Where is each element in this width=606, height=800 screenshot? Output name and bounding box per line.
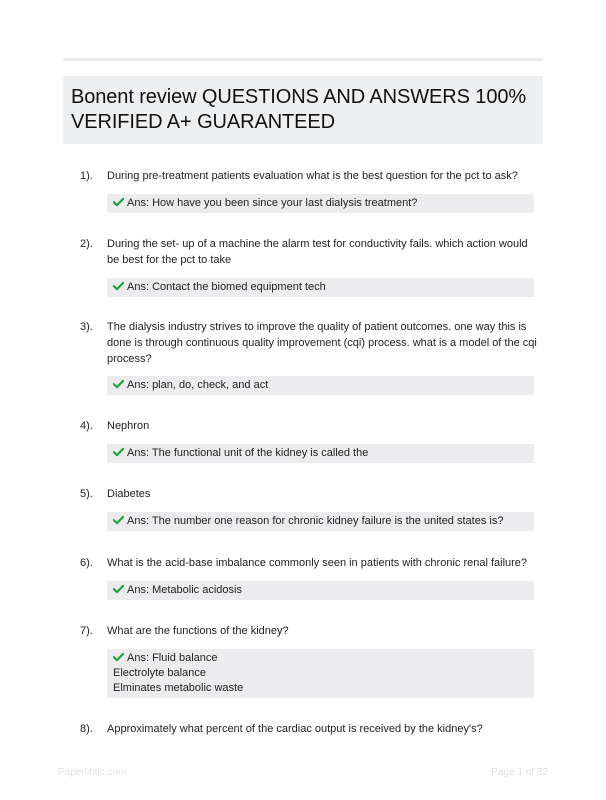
- page-indicator: Page 1 of 32: [491, 767, 548, 778]
- answer-text: Ans: Contact the biomed equipment tech: [127, 281, 326, 293]
- check-icon: [113, 281, 124, 291]
- answer-line: [113, 378, 528, 393]
- document-title: Bonent review QUESTIONS AND ANSWERS 100% VERIFIED A+ GUARANTEED: [71, 86, 527, 133]
- check-icon: [113, 197, 124, 207]
- check-icon: [113, 584, 124, 594]
- answer-box: [107, 376, 534, 395]
- check-icon: [113, 515, 124, 525]
- footer-watermark: Paperlibtic.com: [58, 767, 127, 778]
- answer-box: [107, 444, 534, 463]
- title-banner: [63, 76, 543, 144]
- question-text: Nephron: [107, 420, 150, 432]
- answer-line: [113, 446, 528, 461]
- question-number: 3).: [80, 321, 93, 333]
- answer-line: [113, 583, 528, 598]
- question-number: 2).: [80, 238, 93, 250]
- answer-text: Ans: Fluid balance: [127, 652, 218, 664]
- question-text: The dialysis industry strives to improve the quality of patient outcomes. one way this is done is through continuous quality improvement (cqi) process. what is a model of the cqi process?: [107, 321, 537, 365]
- answer-line: Electrolyte balance: [113, 667, 206, 679]
- top-divider: [63, 58, 543, 61]
- answer-text: Ans: How have you been since your last dialysis treatment?: [127, 197, 418, 209]
- answer-text: Ans: plan, do, check, and act: [127, 379, 269, 391]
- answer-text: Ans: The functional unit of the kidney is called the: [127, 447, 369, 459]
- answer-box: [107, 581, 534, 600]
- answer-line: [113, 651, 528, 666]
- question-text: What is the acid-base imbalance commonly seen in patients with chronic renal failure?: [107, 557, 528, 569]
- answer-line: [113, 196, 528, 211]
- question-number: 7).: [80, 625, 93, 637]
- question-text: During the set- up of a machine the alarm test for conductivity fails. which action would be best for the pct to take: [107, 238, 528, 266]
- answer-text: Ans: The number one reason for chronic kidney failure is the united states is?: [127, 515, 504, 527]
- answer-line: [113, 514, 528, 529]
- check-icon: [113, 447, 124, 457]
- question-number: 5).: [80, 488, 93, 500]
- check-icon: [113, 652, 124, 662]
- question-text: Approximately what percent of the cardiac output is received by the kidney's?: [107, 723, 483, 735]
- question-number: 1).: [80, 170, 93, 182]
- question-number: 8).: [80, 723, 93, 735]
- question-number: 4).: [80, 420, 93, 432]
- answer-box: [107, 512, 534, 531]
- question-number: 6).: [80, 557, 93, 569]
- question-text: What are the functions of the kidney?: [107, 625, 289, 637]
- answer-box: [107, 649, 534, 698]
- answer-text: Ans: Metabolic acidosis: [127, 584, 242, 596]
- question-text: Diabetes: [107, 488, 151, 500]
- answer-line: [113, 280, 528, 295]
- question-text: During pre-treatment patients evaluation what is the best question for the pct to ask?: [107, 170, 518, 182]
- answer-box: [107, 278, 534, 297]
- answer-line: Elminates metabolic waste: [113, 682, 244, 694]
- answer-box: [107, 194, 534, 213]
- check-icon: [113, 379, 124, 389]
